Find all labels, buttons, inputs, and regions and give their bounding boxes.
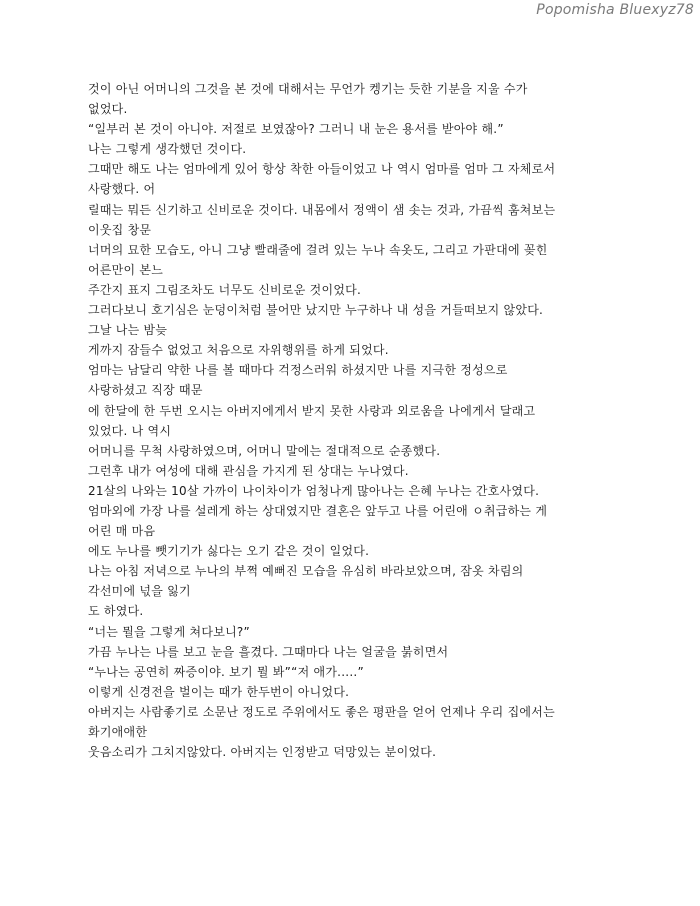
watermark-text: Popomisha Bluexyz78 bbox=[536, 2, 694, 18]
text-line: 화기애애한 bbox=[88, 725, 148, 739]
text-line: “일부러 본 것이 아니야. 저절로 보였잖아? 그러니 내 눈은 용서를 받아야 해.” bbox=[88, 122, 504, 137]
text-line: 그런후 내가 여성에 대해 관심을 가지게 된 상대는 누나였다. bbox=[88, 463, 409, 478]
text-line: 너머의 묘한 모습도, 아니 그냥 빨래줄에 걸려 있는 누나 속옷도, 그리고 가판대에 꽂힌 bbox=[88, 242, 548, 257]
text-line: 엄마는 남달리 약한 나를 볼 때마다 걱정스러워 하셨지만 나를 지극한 정성으로 bbox=[88, 363, 508, 378]
text-line: 어린 매 마음 bbox=[88, 524, 156, 539]
text-line: 도 하였다. bbox=[88, 604, 144, 619]
text-line: 나는 아침 저녁으로 누나의 부쩍 예뻐진 모습을 유심히 바라보았으며, 잠옷 차림의 bbox=[88, 564, 524, 579]
text-line: 엄마외에 가장 나를 설레게 하는 상대였지만 결혼은 앞두고 나를 어린애 ㅇ취급하는 게 bbox=[88, 503, 548, 518]
text-line: 어머니를 무척 사랑하였으며, 어머니 말에는 절대적으로 순종했다. bbox=[88, 443, 441, 458]
text-line: 것이 아닌 어머니의 그것을 본 것에 대해서는 무언가 켕기는 듯한 기분을 지울 수가 bbox=[88, 82, 528, 96]
text-line: 에 한달에 한 두번 오시는 아버지에게서 받지 못한 사랑과 외로움을 나에게서 달래고 bbox=[88, 403, 536, 418]
text-line: “너는 뭘을 그렇게 쳐다보니?” bbox=[88, 624, 251, 639]
text-line: 없었다. bbox=[88, 102, 128, 117]
text-line: “누나는 공연히 짜증이야. 보기 뭘 봐”“저 애가.....” bbox=[88, 664, 364, 679]
text-line: 릴때는 뭐든 신기하고 신비로운 것이다. 내몸에서 정액이 샘 솟는 것과, 가끔씩 훔쳐보는 bbox=[88, 202, 556, 217]
document-body bbox=[88, 79, 628, 762]
text-line: 사랑했다. 어 bbox=[88, 182, 156, 197]
text-line: 주간지 표지 그림조차도 너무도 신비로운 것이었다. bbox=[88, 282, 362, 297]
text-line: 웃음소리가 그치지않았다. 아버지는 인정받고 덕망있는 분이었다. bbox=[88, 745, 437, 760]
text-line: 나는 그렇게 생각했던 것이다. bbox=[88, 142, 247, 157]
text-line: 아버지는 사람좋기로 소문난 정도로 주위에서도 좋은 평판을 얻어 언제나 우리 집에서는 bbox=[88, 704, 555, 719]
text-line: 가끔 누나는 나를 보고 눈을 흘겼다. 그때마다 나는 얼굴을 붉히면서 bbox=[88, 644, 449, 659]
text-line: 21살의 나와는 10살 가까이 나이차이가 엄청나게 많아나는 은혜 누나는 간호사였다. bbox=[88, 483, 540, 498]
text-line: 그러다보니 호기심은 눈덩이처럼 불어만 났지만 누구하나 내 성을 거들떠보지 않았다. bbox=[88, 303, 544, 318]
text-line: 그날 나는 밤늦 bbox=[88, 323, 168, 338]
text-line: 각선미에 넋을 잃기 bbox=[88, 584, 191, 599]
text-line: 그때만 해도 나는 엄마에게 있어 항상 착한 아들이었고 나 역시 엄마를 엄마 그 자체로서 bbox=[88, 162, 556, 177]
text-line: 사랑하셨고 직장 때문 bbox=[88, 383, 203, 398]
text-line: 게까지 잠들수 없었고 처음으로 자위행위를 하게 되었다. bbox=[88, 343, 389, 358]
text-line: 있었다. 나 역시 bbox=[88, 423, 172, 438]
text-line: 이렇게 신경전을 벌이는 때가 한두번이 아니었다. bbox=[88, 684, 350, 699]
text-line: 에도 누나를 뺏기기가 싫다는 오기 같은 것이 일었다. bbox=[88, 544, 370, 559]
text-line: 어른만이 본느 bbox=[88, 262, 164, 277]
text-line: 이웃집 창문 bbox=[88, 222, 152, 237]
